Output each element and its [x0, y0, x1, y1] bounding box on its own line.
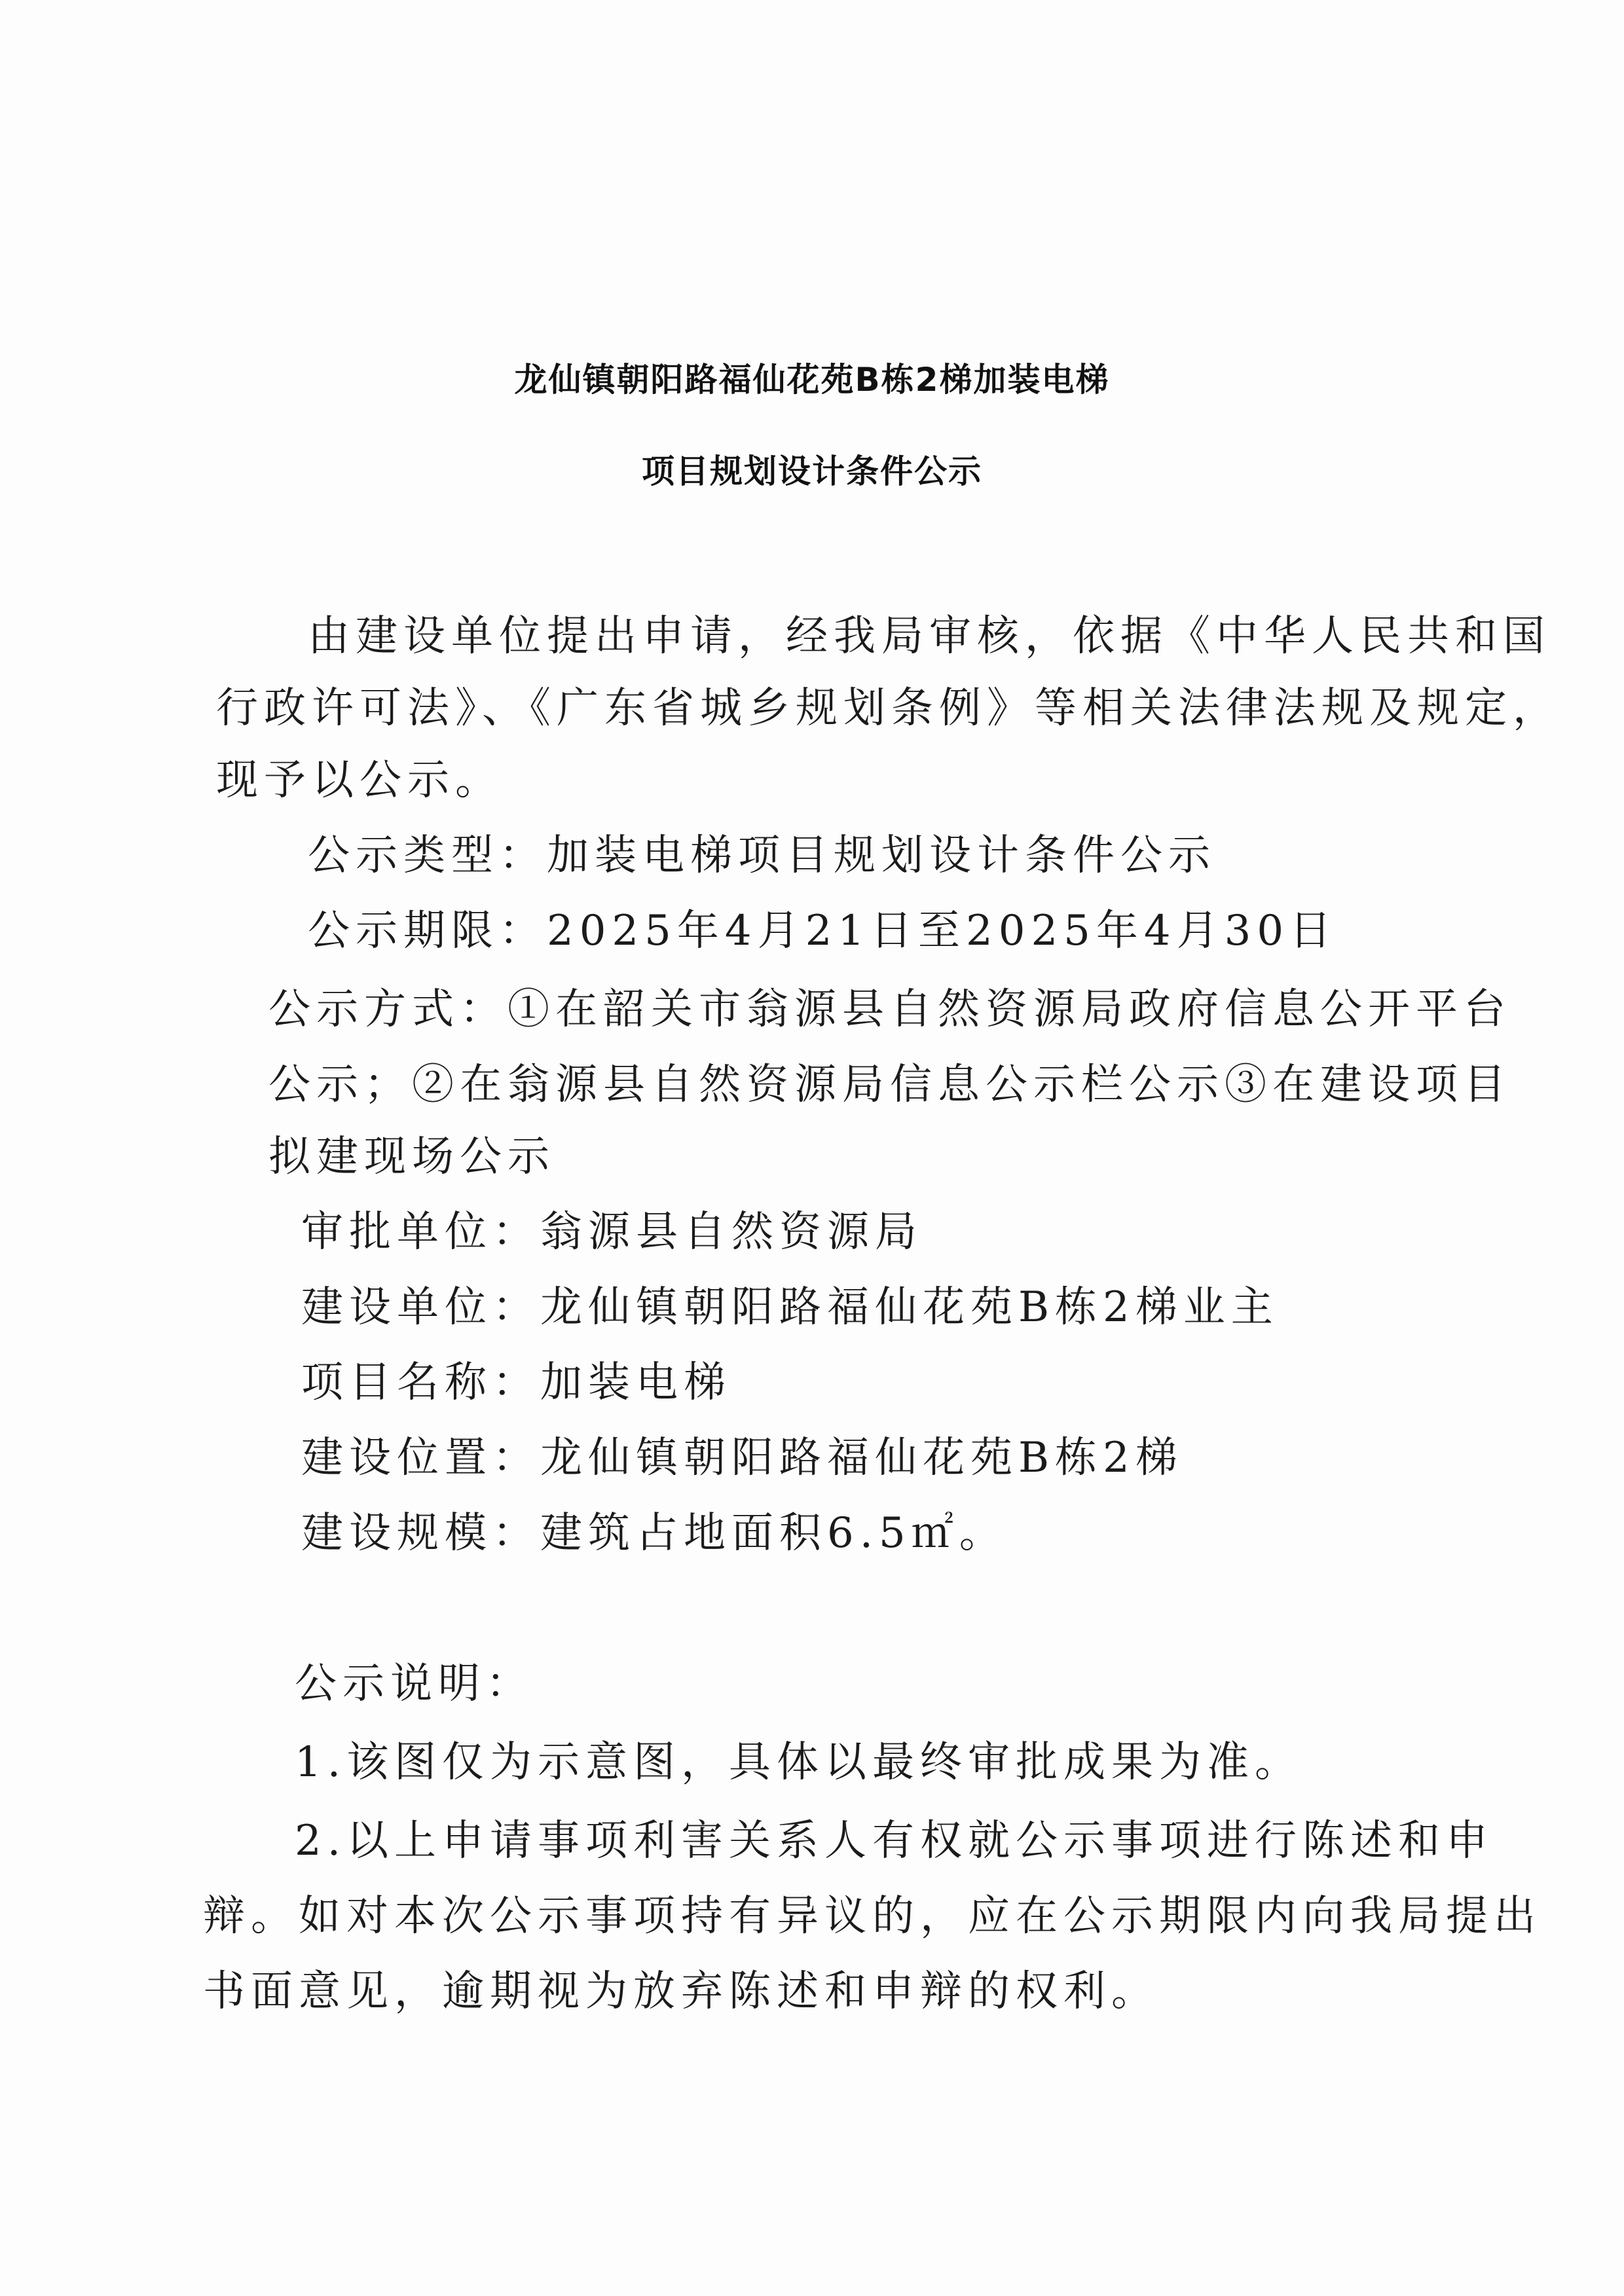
field-project-name: 项目名称：加装电梯	[301, 1358, 731, 1407]
field-publicity-method-line-1: 公示方式：①在韶关市翁源县自然资源局政府信息公开平台	[268, 985, 1511, 1034]
notes-item-2-line-2: 辩。如对本次公示事项持有异议的，应在公示期限内向我局提出	[203, 1892, 1541, 1941]
field-publicity-type: 公示类型：加装电梯项目规划设计条件公示	[308, 831, 1216, 880]
field-publicity-method-line-2: 公示；②在翁源县自然资源局信息公示栏公示③在建设项目	[268, 1061, 1511, 1109]
notes-heading: 公示说明：	[295, 1660, 534, 1708]
notes-item-2-line-3: 书面意见，逾期视为放弃陈述和申辩的权利。	[203, 1967, 1159, 2016]
field-construction-scale: 建设规模：建筑占地面积6.5㎡。	[301, 1509, 1007, 1558]
document-title-line-2: 项目规划设计条件公示	[642, 452, 982, 490]
field-construction-unit: 建设单位：龙仙镇朝阳路福仙花苑B栋2梯业主	[301, 1283, 1279, 1332]
document-title-line-1: 龙仙镇朝阳路福仙花苑B栋2梯加装电梯	[514, 361, 1110, 399]
field-publicity-method-line-3: 拟建现场公示	[268, 1133, 555, 1181]
notes-item-2-line-1: 2.以上申请事项利害关系人有权就公示事项进行陈述和申	[295, 1817, 1494, 1865]
notes-item-1: 1.该图仅为示意图，具体以最终审批成果为准。	[295, 1738, 1303, 1787]
field-publicity-period: 公示期限：2025年4月21日至2025年4月30日	[308, 907, 1338, 955]
field-construction-location: 建设位置：龙仙镇朝阳路福仙花苑B栋2梯	[301, 1434, 1183, 1482]
intro-line-3: 现予以公示。	[216, 756, 503, 805]
intro-line-1: 由建设单位提出申请，经我局审核，依据《中华人民共和国	[308, 612, 1551, 661]
field-approval-unit: 审批单位：翁源县自然资源局	[301, 1208, 923, 1256]
intro-line-2: 行政许可法》、《广东省城乡规划条例》等相关法律法规及规定，	[216, 684, 1560, 733]
